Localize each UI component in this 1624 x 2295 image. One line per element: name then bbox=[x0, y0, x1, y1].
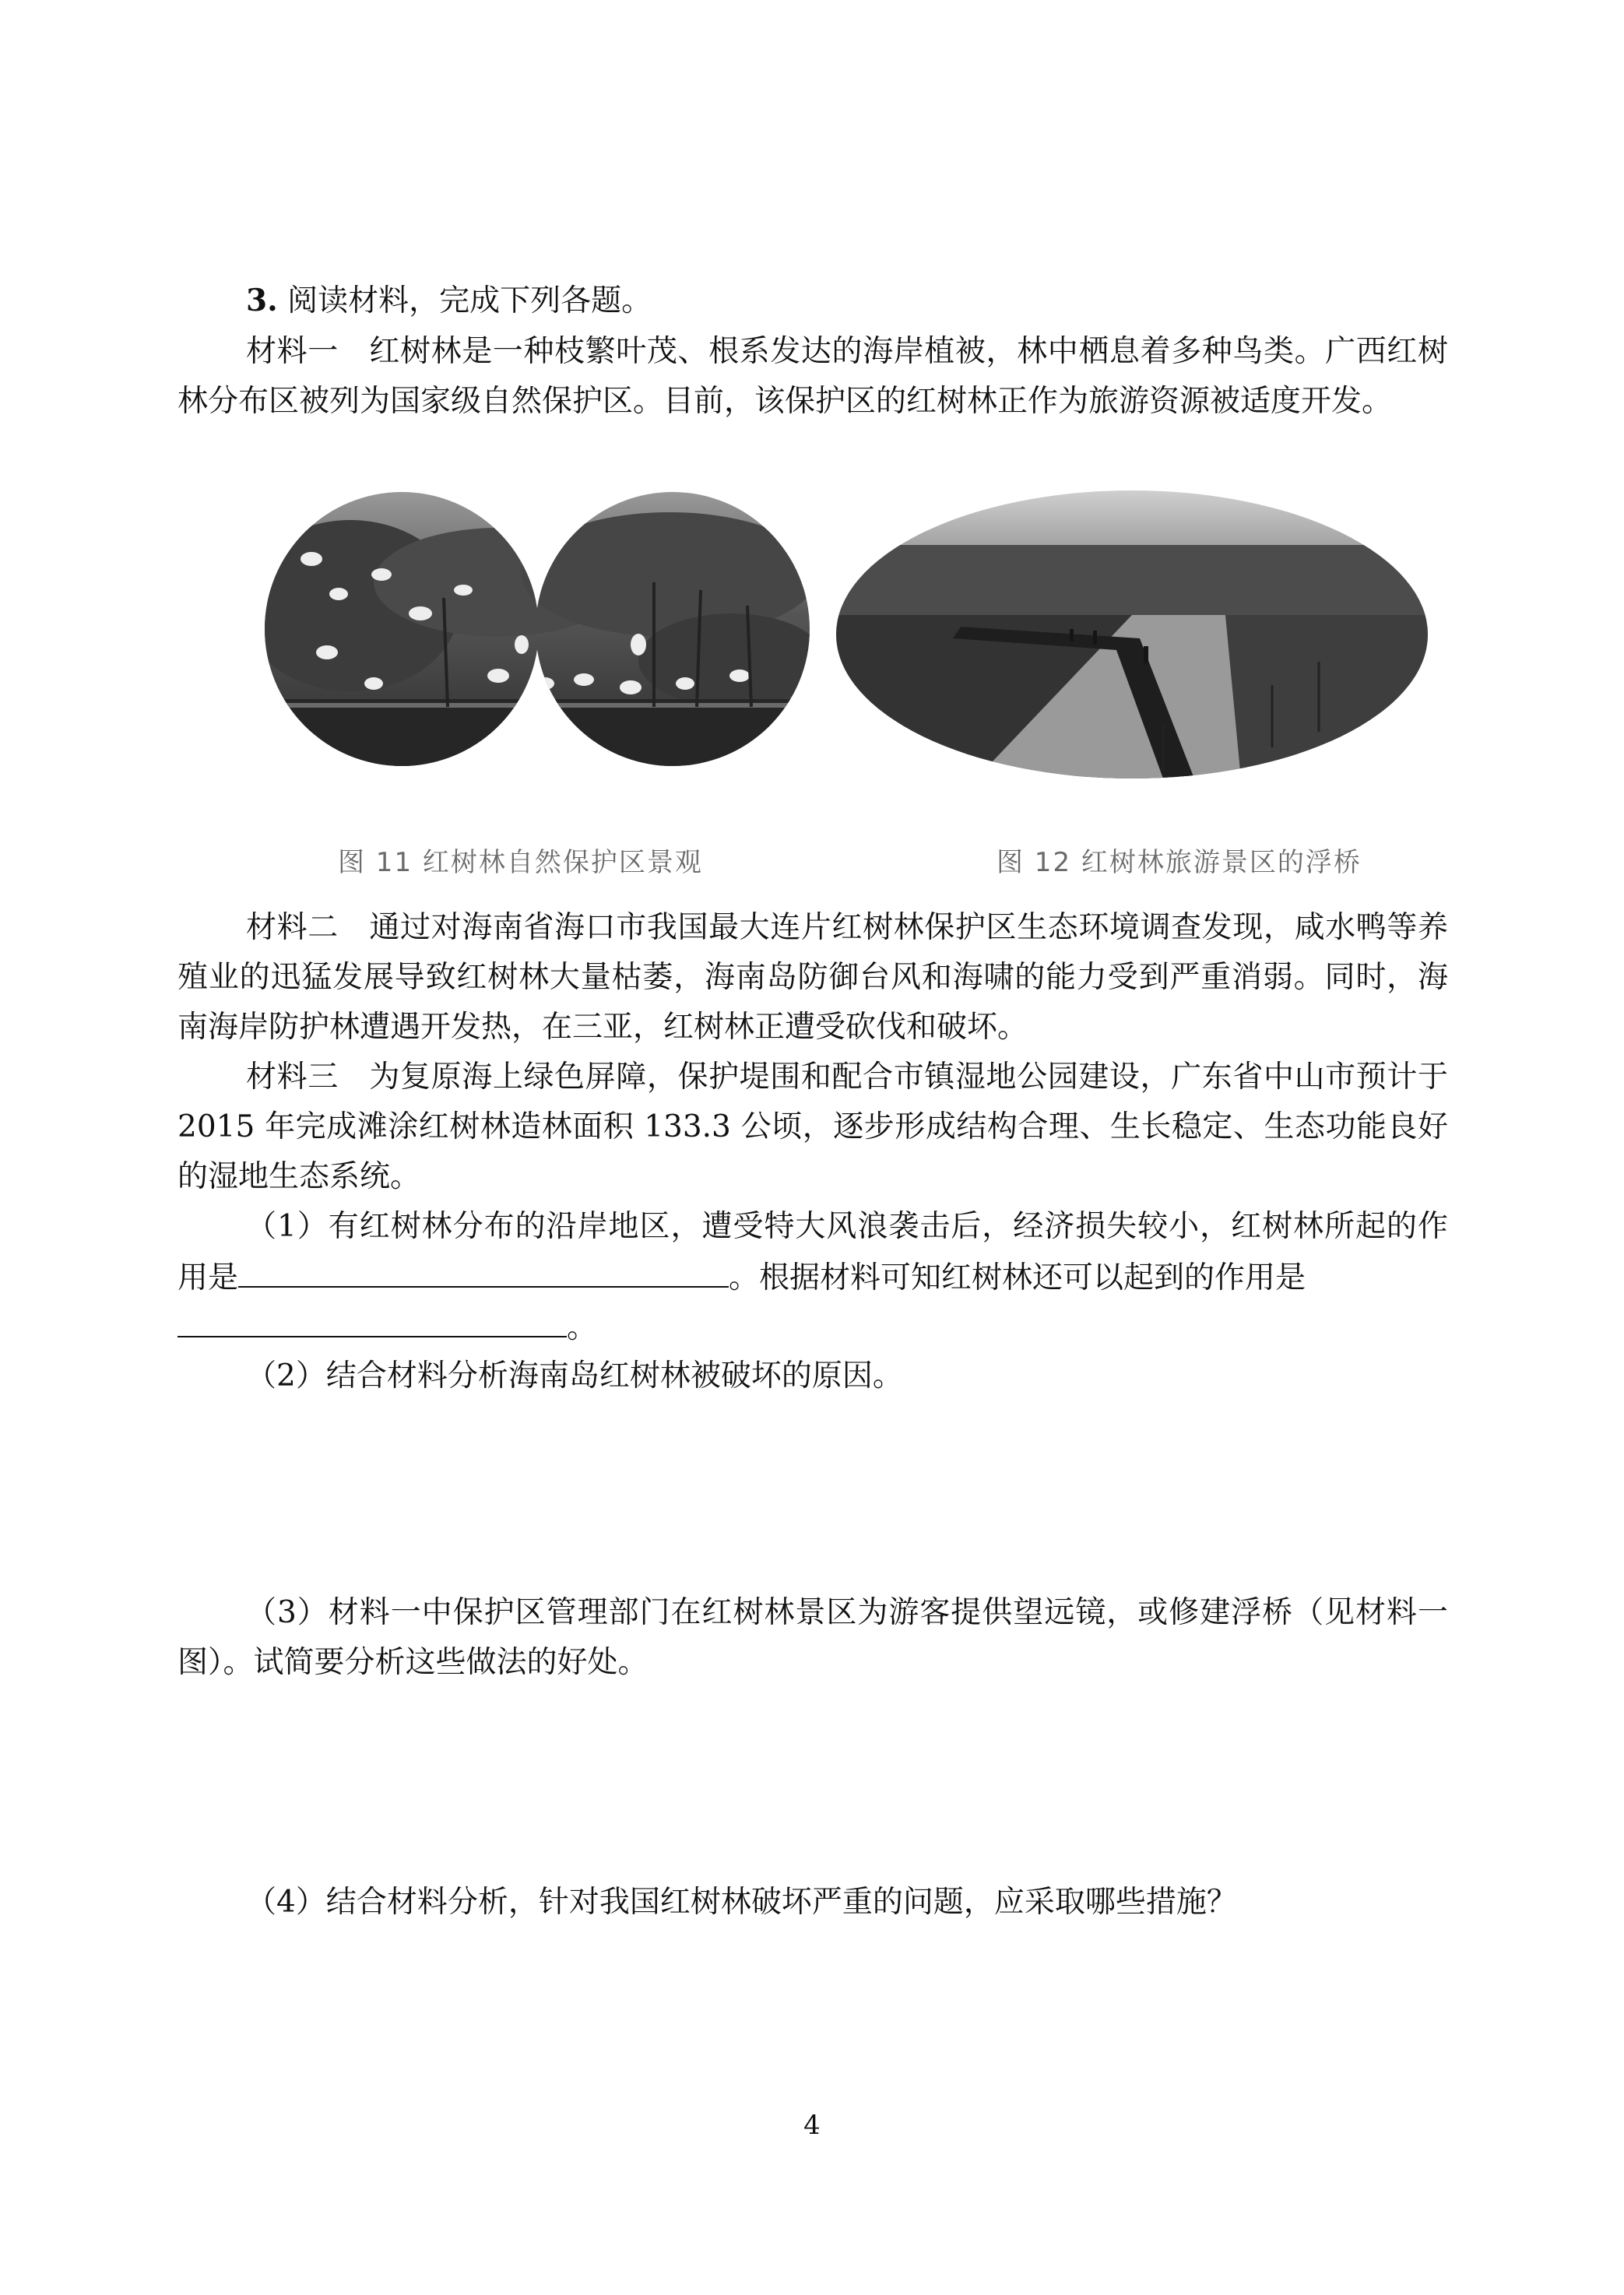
subquestion-1-text: （1）有红树林分布的沿岸地区，遭受特大风浪袭击后，经济损失较小，红树林所起的作用是 bbox=[178, 1209, 1448, 1295]
figure-11-caption: 图 11 红树林自然保护区景观 bbox=[338, 847, 703, 878]
figure-12 bbox=[836, 490, 1428, 778]
floating-bridge-photo bbox=[836, 490, 1428, 778]
answer-blank-1[interactable] bbox=[238, 1252, 729, 1288]
question-number: 3. bbox=[246, 283, 278, 318]
material-three: 材料三 为复原海上绿色屏障，保护堤围和配合市镇湿地公园建设，广东省中山市预计于 2015 年完成滩涂红树林造林面积 133.3 公顷，逐步形成结构合理、生长稳定、生态功能良好的湿地生态系统。 bbox=[178, 1060, 1448, 1194]
subquestion-1-line-2 bbox=[178, 1302, 1448, 1353]
subquestion-1-end: 。 bbox=[567, 1310, 598, 1345]
subquestion-1-text-2: 。根据材料可知红树林还可以起到的作用是 bbox=[729, 1260, 1306, 1295]
material-one: 材料一 红树林是一种枝繁叶茂、根系发达的海岸植被，林中栖息着多种鸟类。广西红树林分布区被列为国家级自然保护区。目前，该保护区的红树林正作为旅游资源被适度开发。 bbox=[178, 334, 1448, 419]
question-prompt: 阅读材料，完成下列各题。 bbox=[287, 283, 652, 318]
subquestion-2: （2）结合材料分析海南岛红树林被破坏的原因。 bbox=[246, 1358, 903, 1394]
material-two: 材料二 通过对海南省海口市我国最大连片红树林保护区生态环境调查发现，咸水鸭等养殖业的迅猛发展导致红树林大量枯萎，海南岛防御台风和海啸的能力受到严重消弱。同时，海南海岸防护林遭遇开发热，在三亚，红树林正遭受砍伐和破坏。 bbox=[178, 910, 1448, 1045]
mangrove-birds-photo bbox=[265, 489, 810, 768]
figure-11 bbox=[265, 489, 810, 768]
page-number: 4 bbox=[803, 2110, 821, 2141]
question-header bbox=[178, 276, 1448, 326]
subquestion-1 bbox=[178, 1202, 1448, 1303]
subquestion-3: （3）材料一中保护区管理部门在红树林景区为游客提供望远镜，或修建浮桥（见材料一图）。试简要分析这些做法的好处。 bbox=[178, 1595, 1448, 1680]
figure-12-caption: 图 12 红树林旅游景区的浮桥 bbox=[997, 847, 1362, 878]
answer-blank-2[interactable] bbox=[178, 1302, 567, 1337]
subquestion-4: （4）结合材料分析，针对我国红树林破坏严重的问题，应采取哪些措施？ bbox=[246, 1885, 1237, 1920]
